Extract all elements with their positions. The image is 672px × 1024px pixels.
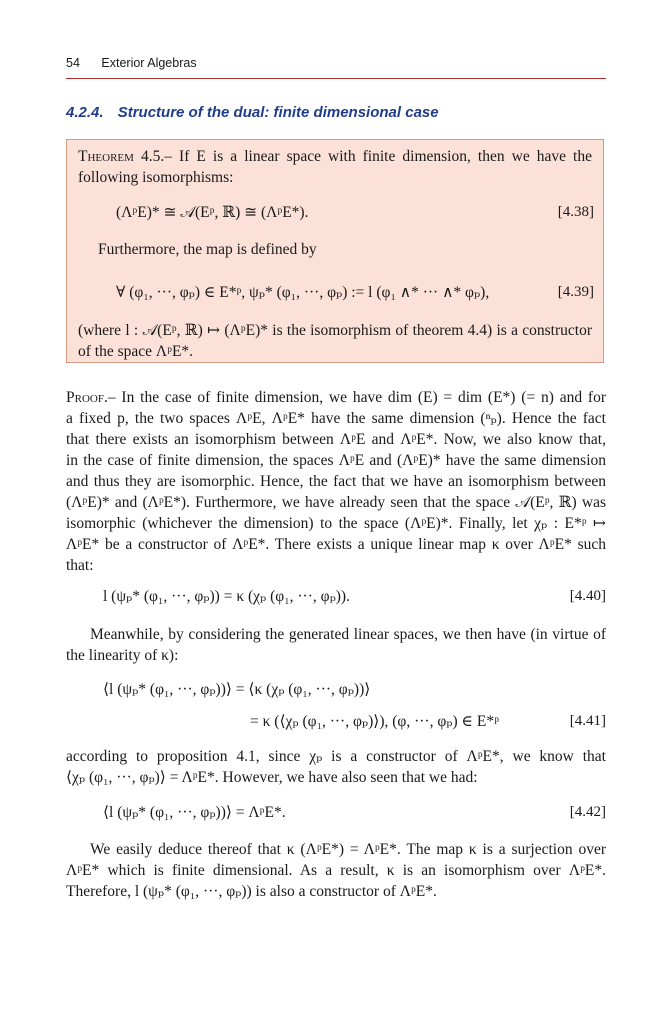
theorem-line: (where l : 𝒜(Eᵖ, ℝ) ↦ (ΛᵖE)* is the isomorphism of theorem 4.4) is a constructor	[78, 322, 592, 339]
header-rule	[66, 78, 606, 79]
proof-line: in the case of finite dimension, the spaces ΛᵖE and (ΛᵖE)* have the same dimension	[66, 452, 606, 469]
proof-line: and thus they are isomorphic. Hence, the fact that we have an isomorphism between	[66, 473, 606, 490]
proof-line	[66, 387, 606, 408]
proof-line: Meanwhile, by considering the generated linear spaces, we then have (in virtue of	[90, 626, 606, 643]
theorem-label: Theorem 4.5.–	[78, 148, 172, 165]
theorem-line	[78, 146, 592, 167]
theorem-text: If E is a linear space with finite dimension, then we have the	[179, 148, 592, 165]
proof-line: We easily deduce thereof that κ (ΛᵖE*) = ΛᵖE*. The map κ is a surjection over	[90, 841, 606, 858]
page-number: 54	[66, 56, 80, 70]
proof-line: that there exists an isomorphism between ΛᵖE and ΛᵖE*. Now, we also know that,	[66, 431, 606, 448]
equation-4-39: ∀ (φ₁, ···, φₚ) ∈ E*ᵖ, ψₚ* (φ₁, ···, φₚ) := l (φ₁ ∧* ··· ∧* φₚ),	[116, 284, 490, 301]
equation-tag: [4.40]	[569, 588, 606, 604]
section-number: 4.2.4.	[66, 104, 104, 121]
proof-label: Proof.–	[66, 389, 116, 406]
proof-line: ⟨χₚ (φ₁, ···, φₚ)⟩ = ΛᵖE*. However, we have also seen that we had:	[66, 769, 478, 786]
equation-tag: [4.42]	[569, 804, 606, 820]
proof-line: ΛᵖE* which is finite dimensional. As a result, κ is an isomorphism over ΛᵖE*.	[66, 862, 606, 879]
proof-line: that:	[66, 557, 94, 574]
equation-4-40: l (ψₚ* (φ₁, ···, φₚ)) = κ (χₚ (φ₁, ···, φₚ)).	[103, 588, 350, 605]
proof-line: according to proposition 4.1, since χₚ is a constructor of ΛᵖE*, we know that	[66, 748, 606, 765]
equation-4-41-line1: ⟨l (ψₚ* (φ₁, ···, φₚ))⟩ = ⟨κ (χₚ (φ₁, ···, φₚ))⟩	[103, 681, 371, 698]
proof-line: isomorphic (whichever the dimension) to the space (ΛᵖE)*. Finally, let χₚ : E*ᵖ ↦	[66, 515, 606, 532]
running-header	[66, 56, 606, 70]
proof-text: In the case of finite dimension, we have dim (E) = dim (E*) (= n) and for	[121, 389, 607, 406]
proof-line: the linearity of κ):	[66, 647, 179, 664]
proof-line: ΛᵖE* be a constructor of ΛᵖE*. There exists a unique linear map κ over ΛᵖE* such	[66, 536, 606, 553]
proof-line: (ΛᵖE)* and (ΛᵖE*). Furthermore, we have already seen that the space 𝒜(Eᵖ, ℝ) was	[66, 494, 606, 511]
proof-line: a fixed p, the two spaces ΛᵖE, ΛᵖE* have the same dimension (ⁿₚ). Hence the fact	[66, 410, 606, 427]
section-heading	[66, 104, 439, 121]
equation-tag: [4.38]	[557, 204, 594, 220]
theorem-line: following isomorphisms:	[78, 169, 234, 186]
theorem-line: Furthermore, the map is defined by	[98, 241, 317, 258]
theorem-line: of the space ΛᵖE*.	[78, 343, 194, 360]
equation-tag: [4.39]	[557, 284, 594, 300]
equation-4-42: ⟨l (ψₚ* (φ₁, ···, φₚ))⟩ = ΛᵖE*.	[103, 804, 286, 821]
running-title: Exterior Algebras	[101, 56, 197, 70]
equation-4-41-line2: = κ (⟨χₚ (φ₁, ···, φₚ)⟩), (φ, ···, φₚ) ∈ E*ᵖ	[250, 713, 499, 730]
equation-tag: [4.41]	[569, 713, 606, 729]
equation-4-38: (ΛᵖE)* ≅ 𝒜(Eᵖ, ℝ) ≅ (ΛᵖE*).	[116, 204, 309, 221]
section-title: Structure of the dual: finite dimensional case	[117, 104, 439, 121]
proof-line: Therefore, l (ψₚ* (φ₁, ···, φₚ)) is also a constructor of ΛᵖE*.	[66, 883, 437, 900]
